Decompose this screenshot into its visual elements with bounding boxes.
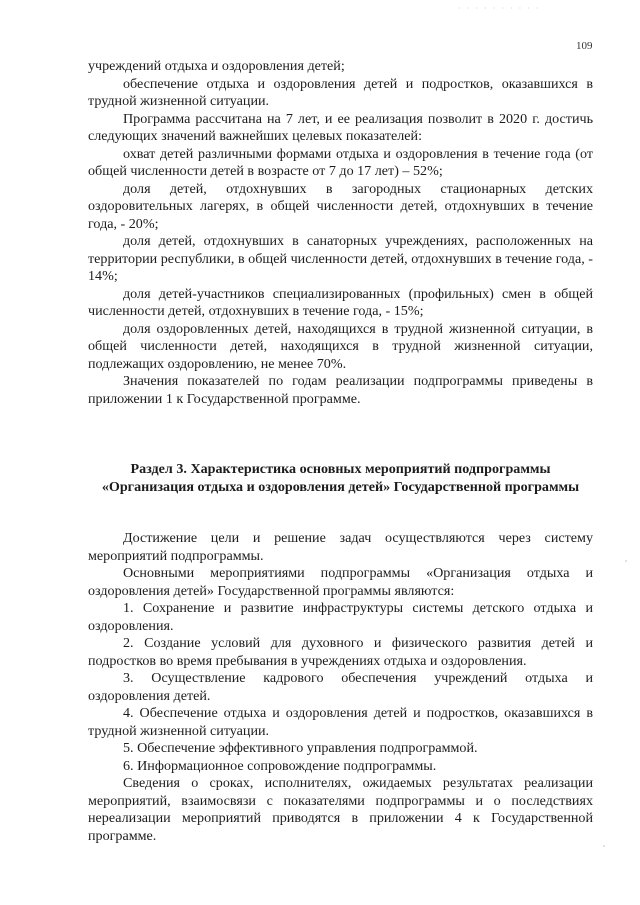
list-item: 6. Информационное сопровождение подпрограммы. (123, 757, 437, 774)
paragraph: учреждений отдыха и оздоровления детей; (88, 58, 345, 74)
paragraph: Сведения о сроках, исполнителях, ожидаемых результатах реализации мероприятий, взаимосвязи с показателями подпрограммы и о последствиях нереализации мероприятий приводятся в приложении 4 к Государственной программе. (88, 775, 593, 844)
paragraph: Программа рассчитана на 7 лет, и ее реализация позволит в 2020 г. достичь следующих значений важнейших целевых показателей: (88, 110, 593, 144)
page-number: 109 (576, 40, 593, 52)
paragraph: доля детей-участников специализированных (профильных) смен в общей численности детей, отдохнувших в течение года, - 15%; (88, 285, 593, 319)
paragraph: доля детей, отдохнувших в загородных стационарных детских оздоровительных лагерях, в общей численности детей, отдохнувших в течение года, - 20%; (88, 180, 593, 232)
paragraph: Достижение цели и решение задач осуществляются через систему мероприятий подпрограммы. (88, 530, 593, 564)
list-item: 1. Сохранение и развитие инфраструктуры системы детского отдыха и оздоровления. (88, 600, 593, 634)
paragraph: доля оздоровленных детей, находящихся в трудной жизненной ситуации, в общей численности детей, находящихся в трудной жизненной ситуации, подлежащих оздоровлению, не менее 70%. (88, 320, 593, 372)
spacer (88, 496, 593, 530)
list-item: 2. Создание условий для духовного и физического развития детей и подростков во время пребывания в учреждениях отдыха и оздоровления. (88, 635, 593, 669)
paragraph: Основными мероприятиями подпрограммы «Организация отдыха и оздоровления детей» Государственной программы являются: (88, 565, 593, 599)
list-item: 3. Осуществление кадрового обеспечения учреждений отдыха и оздоровления детей. (88, 670, 593, 704)
list-item: 5. Обеспечение эффективного управления подпрограммой. (123, 740, 478, 756)
paragraph: охват детей различными формами отдыха и оздоровления в течение года (от общей численности детей в возрасте от 7 до 17 лет) – 52%; (88, 145, 593, 179)
section-heading: Раздел 3. Характеристика основных мероприятий подпрограммы «Организация отдыха и оздоровления детей» Государственной программы (101, 461, 580, 495)
paragraph: Значения показателей по годам реализации подпрограммы приведены в приложении 1 к Государственной программе. (88, 373, 593, 407)
scan-artifact: · · · · · · · · · · (458, 4, 541, 13)
paragraph: обеспечение отдыха и оздоровления детей и подростков, оказавшихся в трудной жизненной ситуации. (88, 75, 593, 109)
scan-speck (625, 560, 627, 562)
list-item: 4. Обеспечение отдыха и оздоровления детей и подростков, оказавшихся в трудной жизненной ситуации. (88, 705, 593, 739)
paragraph: доля детей, отдохнувших в санаторных учреждениях, расположенных на территории республики, в общей численности детей, отдохнувших в течение года, - 14%; (88, 233, 593, 284)
document-body (88, 58, 593, 845)
scan-speck (603, 845, 605, 847)
